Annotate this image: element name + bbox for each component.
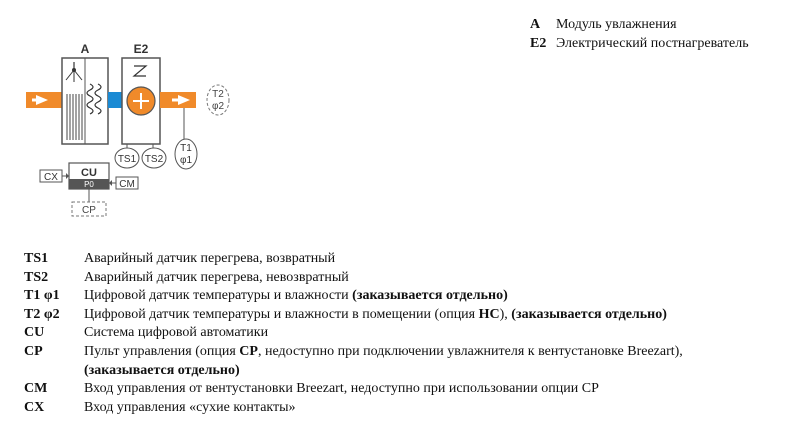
legend-code: E2 xyxy=(530,36,547,51)
legend-code: CP xyxy=(24,343,43,359)
legend-desc xyxy=(84,287,784,306)
legend-code: CU xyxy=(24,325,45,341)
cx-label: CX xyxy=(44,172,58,183)
top-legend xyxy=(530,15,749,53)
legend-desc: Вход управления от вентустановки Breezart, недоступно при использовании опции CP xyxy=(84,381,599,397)
unit-a-label: A xyxy=(80,42,90,56)
legend-desc: Аварийный датчик перегрева, возвратный xyxy=(84,251,336,266)
control-unit xyxy=(69,163,109,189)
legend-code: CM xyxy=(24,381,48,397)
sensor-ts2-label: TS2 xyxy=(144,154,164,165)
sensor-t2-phi: φ2 xyxy=(211,101,225,112)
legend xyxy=(24,250,784,417)
p0-label: P0 xyxy=(84,180,94,189)
humidifier-module xyxy=(62,42,108,144)
unit-e2-label: E2 xyxy=(133,42,149,56)
legend-row-cp xyxy=(24,343,784,380)
outlet-airflow-arrow xyxy=(160,92,196,108)
ventilation-diagram xyxy=(0,0,250,230)
cu-label: CU xyxy=(81,167,97,179)
electric-heater xyxy=(122,42,160,144)
legend-desc-bold: (заказывается отдельно) xyxy=(511,306,667,322)
legend-desc-text: Пульт управления (опция xyxy=(84,343,240,359)
top-legend-row xyxy=(530,15,749,34)
legend-code: TS2 xyxy=(24,269,49,285)
legend-desc: Вход управления «сухие контакты» xyxy=(84,399,296,415)
legend-desc-bold-line2: (заказывается отдельно) xyxy=(84,362,240,378)
legend-code: T2 φ2 xyxy=(24,306,60,322)
top-legend-row xyxy=(530,34,749,53)
sensor-ts1-label: TS1 xyxy=(117,154,137,165)
sensor-t1-phi: φ1 xyxy=(179,155,193,166)
legend-code: CX xyxy=(24,399,45,415)
legend-row-t2 xyxy=(24,306,784,325)
legend-desc xyxy=(84,343,784,380)
legend-desc xyxy=(84,306,784,325)
legend-desc-bold-mid: CP xyxy=(239,343,258,359)
legend-desc: Электрический постнагреватель xyxy=(556,36,749,51)
legend-row-cx xyxy=(24,399,784,418)
legend-row-cm xyxy=(24,380,784,399)
legend-row-t1 xyxy=(24,287,784,306)
water-connection xyxy=(108,92,122,108)
legend-desc-after: , недоступно при подключении увлажнителя к вентустановке Breezart), xyxy=(257,343,683,359)
legend-desc-bold-mid: HC xyxy=(478,306,500,322)
cm-label: CM xyxy=(119,179,135,190)
legend-row-ts1 xyxy=(24,250,784,269)
legend-desc-text: Цифровой датчик температуры и влажности в помещении (опция xyxy=(84,306,479,322)
legend-desc: Модуль увлажнения xyxy=(556,17,677,32)
legend-row-ts2 xyxy=(24,269,784,288)
legend-code: A xyxy=(530,17,541,32)
legend-desc-bold: (заказывается отдельно) xyxy=(352,288,508,304)
legend-desc-after: ), xyxy=(499,306,512,322)
inlet-airflow-arrow xyxy=(26,92,62,108)
legend-desc-text: Цифровой датчик температуры и влажности xyxy=(84,288,353,304)
legend-desc: Аварийный датчик перегрева, невозвратный xyxy=(84,269,349,285)
legend-row-cu xyxy=(24,324,784,343)
legend-code: TS1 xyxy=(24,251,49,266)
sensor-t2-label: T2 xyxy=(212,89,224,100)
cp-label: CP xyxy=(82,205,96,216)
legend-code: T1 φ1 xyxy=(24,288,60,304)
legend-desc: Система цифровой автоматики xyxy=(84,325,269,341)
sensor-t1-label: T1 xyxy=(180,143,192,154)
